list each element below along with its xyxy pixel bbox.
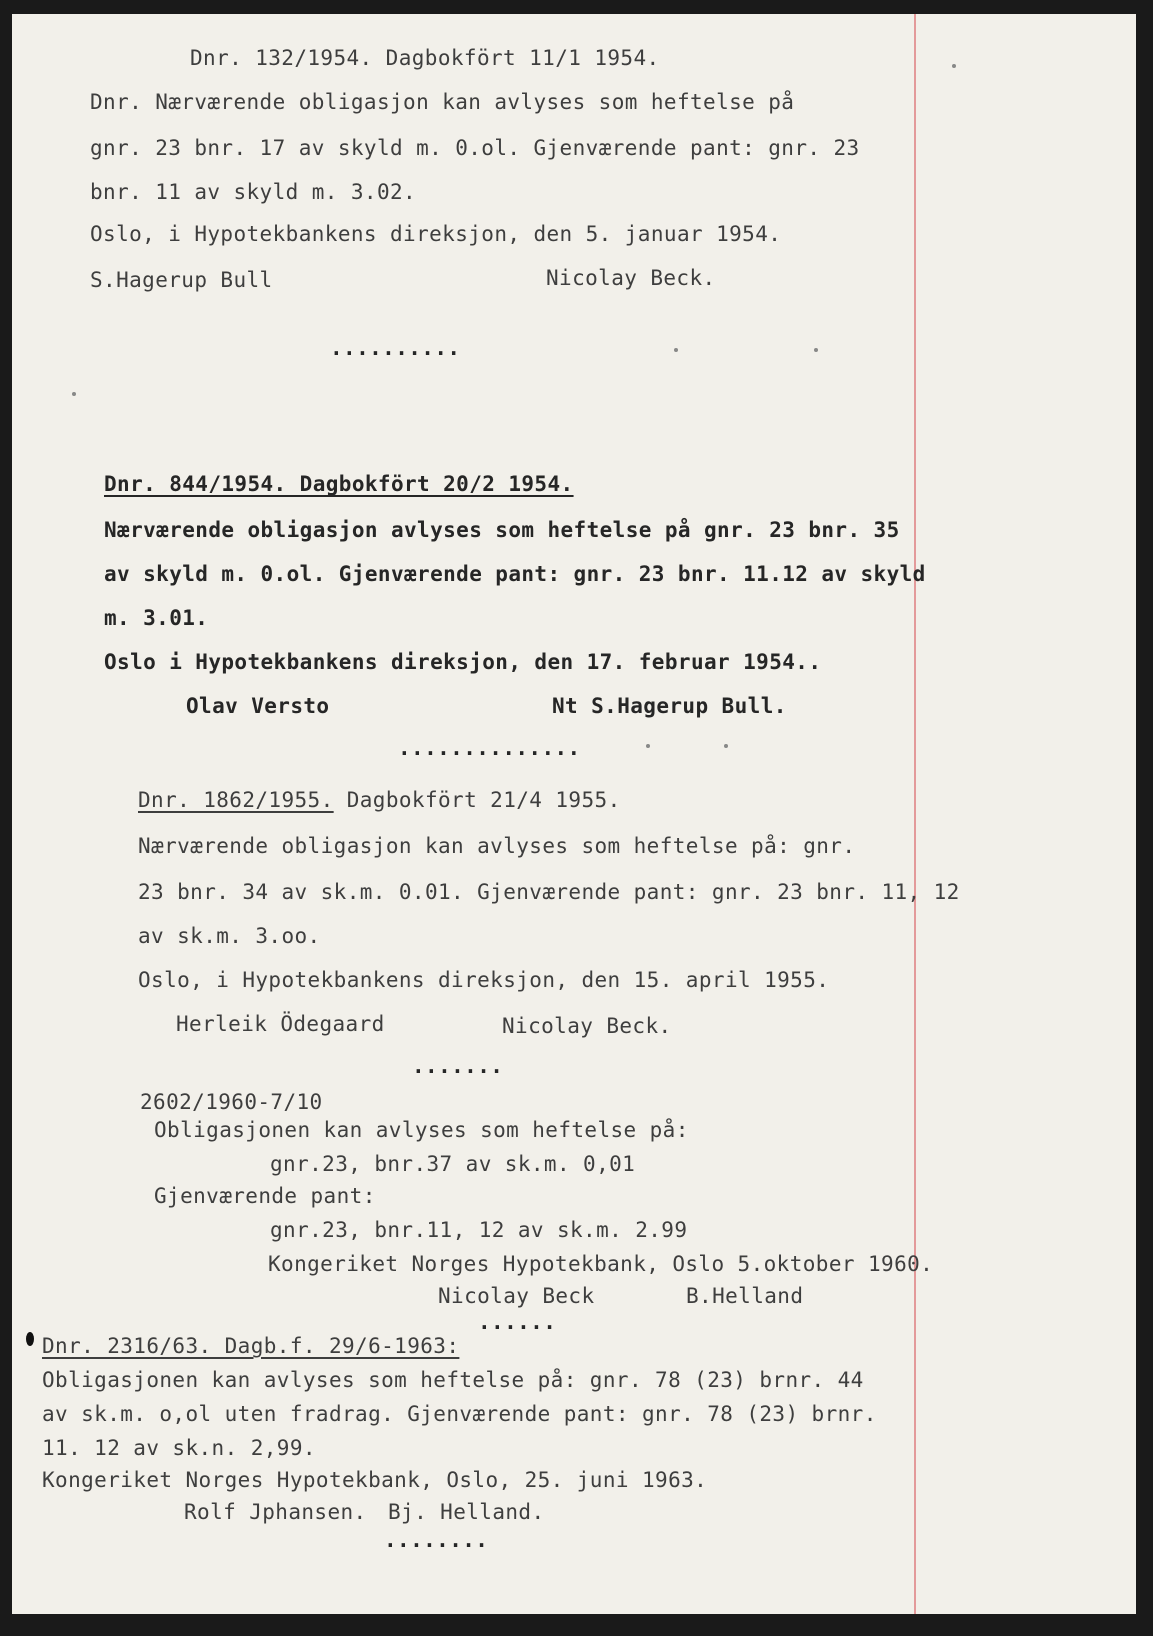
entry-1-place-date: Oslo, i Hypotekbankens direksjon, den 5. januar 1954. (90, 222, 782, 246)
entry-5-body-line-3: 11. 12 av sk.n. 2,99. (42, 1436, 316, 1460)
entry-4-body-line-2: gnr.23, bnr.37 av sk.m. 0,01 (270, 1152, 636, 1176)
entry-3-body-line-2: 23 bnr. 34 av sk.m. 0.01. Gjenværende pant: gnr. 23 bnr. 11, 12 (138, 880, 960, 904)
entry-3-body-line-1: Nærværende obligasjon kan avlyses som heftelse på: gnr. (138, 834, 856, 858)
entry-3-place-date: Oslo, i Hypotekbankens direksjon, den 15. april 1955. (138, 968, 830, 992)
stray-mark (952, 64, 956, 68)
entry-3-separator: ....... (412, 1054, 504, 1078)
entry-5-separator: ........ (384, 1528, 489, 1552)
document-page (12, 14, 1136, 1614)
entry-4-body-line-1: Obligasjonen kan avlyses som heftelse på: (154, 1118, 689, 1142)
stray-mark (724, 744, 728, 748)
entry-4-separator: ...... (478, 1310, 557, 1334)
entry-5-signature-1: Rolf Jphansen. (184, 1500, 367, 1524)
entry-2-body-line-1: Nærværende obligasjon avlyses som heftelse på gnr. 23 bnr. 35 (104, 518, 900, 542)
entry-4-header: 2602/1960-7/10 (140, 1090, 323, 1114)
stray-mark (814, 348, 818, 352)
entry-2-body-line-3: m. 3.01. (104, 606, 209, 630)
entry-2-header: Dnr. 844/1954. Dagbokfört 20/2 1954. (104, 472, 574, 496)
entry-4-body-line-3: Gjenværende pant: (154, 1184, 376, 1208)
entry-3-signature-2: Nicolay Beck. (502, 1014, 672, 1038)
stray-mark (674, 348, 678, 352)
entry-1-body-line-3: bnr. 11 av skyld m. 3.02. (90, 180, 417, 204)
entry-4-signature-1: Nicolay Beck (438, 1284, 595, 1308)
entry-5-header: Dnr. 2316/63. Dagb.f. 29/6-1963: (42, 1334, 460, 1358)
entry-2-body-line-2: av skyld m. 0.ol. Gjenværende pant: gnr. 23 bnr. 11.12 av skyld (104, 562, 926, 586)
stray-mark (646, 744, 650, 748)
entry-5-body-line-2: av sk.m. o,ol uten fradrag. Gjenværende pant: gnr. 78 (23) brnr. (42, 1402, 877, 1426)
entry-2-signature-2: Nt S.Hagerup Bull. (552, 694, 787, 718)
entry-1-body-line-2: gnr. 23 bnr. 17 av skyld m. 0.ol. Gjenværende pant: gnr. 23 (90, 136, 860, 160)
entry-5-signature-2: Bj. Helland. (388, 1500, 545, 1524)
entry-4-body-line-4: gnr.23, bnr.11, 12 av sk.m. 2.99 (270, 1218, 688, 1242)
entry-2-separator: .............. (398, 736, 581, 760)
entry-1-header: Dnr. 132/1954. Dagbokfört 11/1 1954. (190, 46, 660, 70)
entry-5-body-line-4: Kongeriket Norges Hypotekbank, Oslo, 25. juni 1963. (42, 1468, 708, 1492)
entry-1-signature-1: S.Hagerup Bull (90, 268, 273, 292)
entry-4-body-line-5: Kongeriket Norges Hypotekbank, Oslo 5.oktober 1960. (268, 1252, 934, 1276)
entry-2-place-date: Oslo i Hypotekbankens direksjon, den 17. februar 1954.. (104, 650, 822, 674)
entry-1-separator: .......... (330, 336, 461, 360)
entry-3-header-dnr: Dnr. 1862/1955. (138, 788, 334, 812)
entry-2-signature-1: Olav Versto (186, 694, 330, 718)
stray-mark (72, 392, 76, 396)
entry-4-signature-2: B.Helland (686, 1284, 804, 1308)
entry-1-body-line-1: Dnr. Nærværende obligasjon kan avlyses som heftelse på (90, 90, 795, 114)
margin-rule-line (914, 14, 916, 1614)
entry-1-signature-2: Nicolay Beck. (546, 266, 716, 290)
punch-hole (26, 1332, 34, 1346)
entry-3-header (138, 788, 621, 812)
entry-3-signature-1: Herleik Ödegaard (176, 1012, 385, 1036)
entry-3-body-line-3: av sk.m. 3.oo. (138, 924, 321, 948)
entry-5-body-line-1: Obligasjonen kan avlyses som heftelse på: gnr. 78 (23) brnr. 44 (42, 1368, 864, 1392)
entry-3-header-date: Dagbokfört 21/4 1955. (346, 788, 621, 812)
